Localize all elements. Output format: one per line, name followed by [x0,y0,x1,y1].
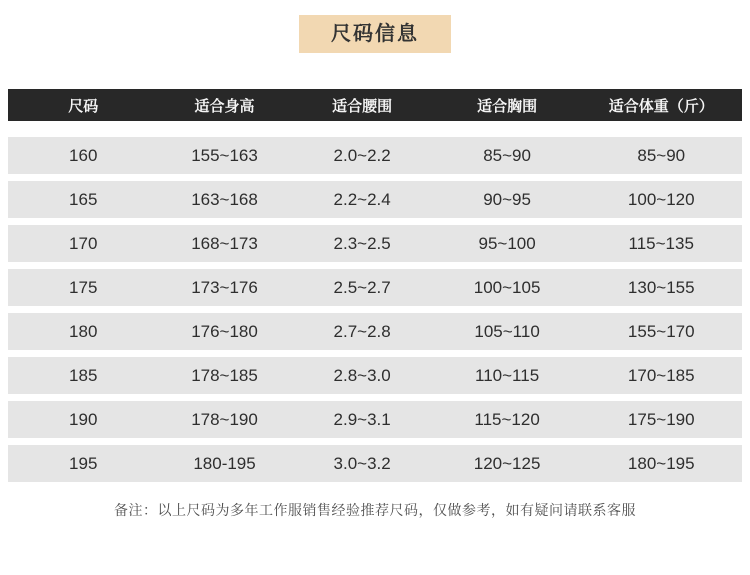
column-header: 适合腰围 [332,97,393,115]
table-cell: 115~120 [474,409,540,429]
table-cell: 180 [69,321,98,341]
footnote: 备注：以上尺码为多年工作服销售经验推荐尺码，仅做参考，如有疑问请联系客服 [114,502,636,518]
table-cell: 100~120 [627,189,695,209]
page-title: 尺码信息 [299,15,451,53]
table-row [8,401,742,438]
table-cell: 185 [69,365,98,385]
table-cell: 90~95 [483,189,531,209]
table-cell: 155~170 [627,321,695,341]
table-cell: 173~176 [191,277,258,297]
table-cell: 130~155 [627,277,695,297]
table-cell: 175 [69,277,98,297]
table-cell: 100~105 [473,277,541,297]
table-cell: 195 [69,453,98,473]
table-row [8,269,742,306]
table-cell: 2.0~2.2 [333,145,391,165]
table-cell: 2.3~2.5 [333,233,391,253]
size-table [8,89,742,482]
table-cell: 3.0~3.2 [333,453,391,473]
table-cell: 163~168 [191,189,258,209]
size-table-body [8,137,742,482]
table-cell: 155~163 [191,145,258,165]
table-cell: 110~115 [475,365,540,385]
table-row [8,137,742,174]
table-cell: 165 [69,189,98,209]
table-cell: 178~185 [191,365,258,385]
table-cell: 168~173 [191,233,258,253]
table-cell: 120~125 [473,453,541,473]
column-header: 尺码 [68,97,99,115]
table-cell: 180-195 [193,453,256,473]
table-cell: 115~135 [628,233,694,253]
table-cell: 2.2~2.4 [333,189,391,209]
table-cell: 175~190 [627,409,695,429]
table-cell: 160 [69,145,98,165]
table-cell: 85~90 [637,145,686,165]
table-row [8,313,742,350]
column-header: 适合身高 [194,97,255,115]
table-row [8,181,742,218]
table-row [8,357,742,394]
table-cell: 85~90 [483,145,531,165]
table-cell: 105~110 [474,321,540,341]
table-cell: 170 [69,233,98,253]
column-header: 适合胸围 [477,97,538,115]
table-cell: 2.7~2.8 [333,321,391,341]
table-cell: 190 [69,409,98,429]
table-row [8,445,742,482]
table-row [8,225,742,262]
table-cell: 180~195 [627,453,695,473]
table-cell: 95~100 [478,233,536,253]
size-table-header-row [8,89,742,121]
table-cell: 2.9~3.1 [333,409,391,429]
table-cell: 178~190 [191,409,258,429]
table-cell: 176~180 [191,321,258,341]
table-cell: 2.5~2.7 [333,277,391,297]
table-cell: 2.8~3.0 [333,365,391,385]
column-header: 适合体重（斤） [608,97,714,115]
table-cell: 170~185 [627,365,695,385]
